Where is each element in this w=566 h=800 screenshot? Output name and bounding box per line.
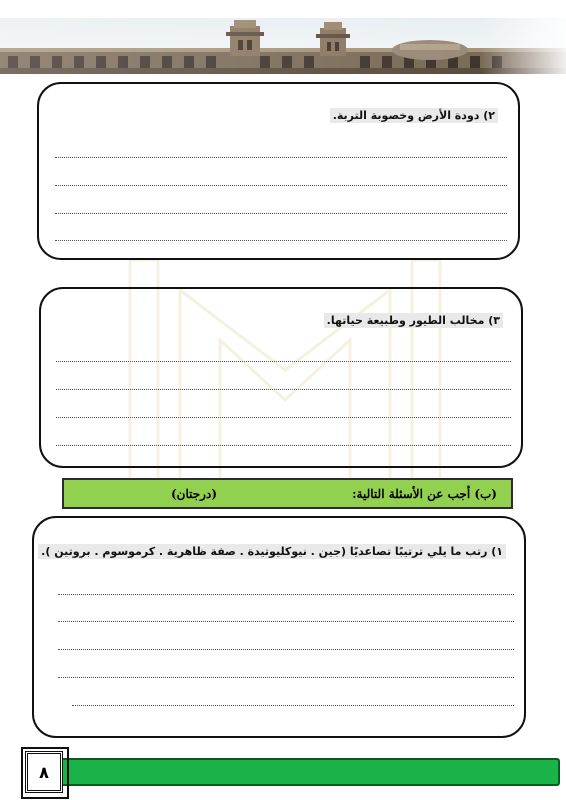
answer-line[interactable] bbox=[56, 445, 511, 446]
answer-line[interactable] bbox=[58, 594, 514, 595]
section-b-question-1-text: ١) رتب ما يلي ترتيبًا تصاعديًا (جين . نيوكليوتيدة . صفة ظاهرية . كرموسوم . بروتين ). bbox=[38, 544, 506, 559]
answer-line[interactable] bbox=[56, 389, 511, 390]
answer-line[interactable] bbox=[58, 649, 514, 650]
answer-line[interactable] bbox=[55, 213, 507, 214]
question-2-text: ٢) دودة الأرض وخصوبة التربة. bbox=[330, 108, 498, 123]
section-b-header bbox=[62, 478, 513, 509]
question-2-box bbox=[37, 82, 520, 260]
section-b-title: (ب) أجب عن الأسئلة التالية: bbox=[352, 487, 497, 501]
question-3-text: ٣) مخالب الطيور وطبيعة حياتها. bbox=[324, 313, 503, 328]
answer-line[interactable] bbox=[58, 621, 514, 622]
section-b-question-1-box bbox=[32, 516, 526, 738]
header-banner-image bbox=[0, 18, 566, 74]
answer-line[interactable] bbox=[55, 240, 507, 241]
answer-line[interactable] bbox=[72, 705, 514, 706]
page-number-box bbox=[25, 751, 63, 793]
footer-bar bbox=[57, 758, 560, 786]
question-3-box bbox=[39, 287, 523, 468]
answer-line[interactable] bbox=[58, 677, 514, 678]
answer-line[interactable] bbox=[55, 157, 507, 158]
answer-line[interactable] bbox=[56, 361, 511, 362]
answer-line[interactable] bbox=[56, 417, 511, 418]
page-number: ٨ bbox=[39, 763, 49, 782]
section-b-grade: (درجتان) bbox=[171, 487, 218, 501]
answer-line[interactable] bbox=[55, 185, 507, 186]
